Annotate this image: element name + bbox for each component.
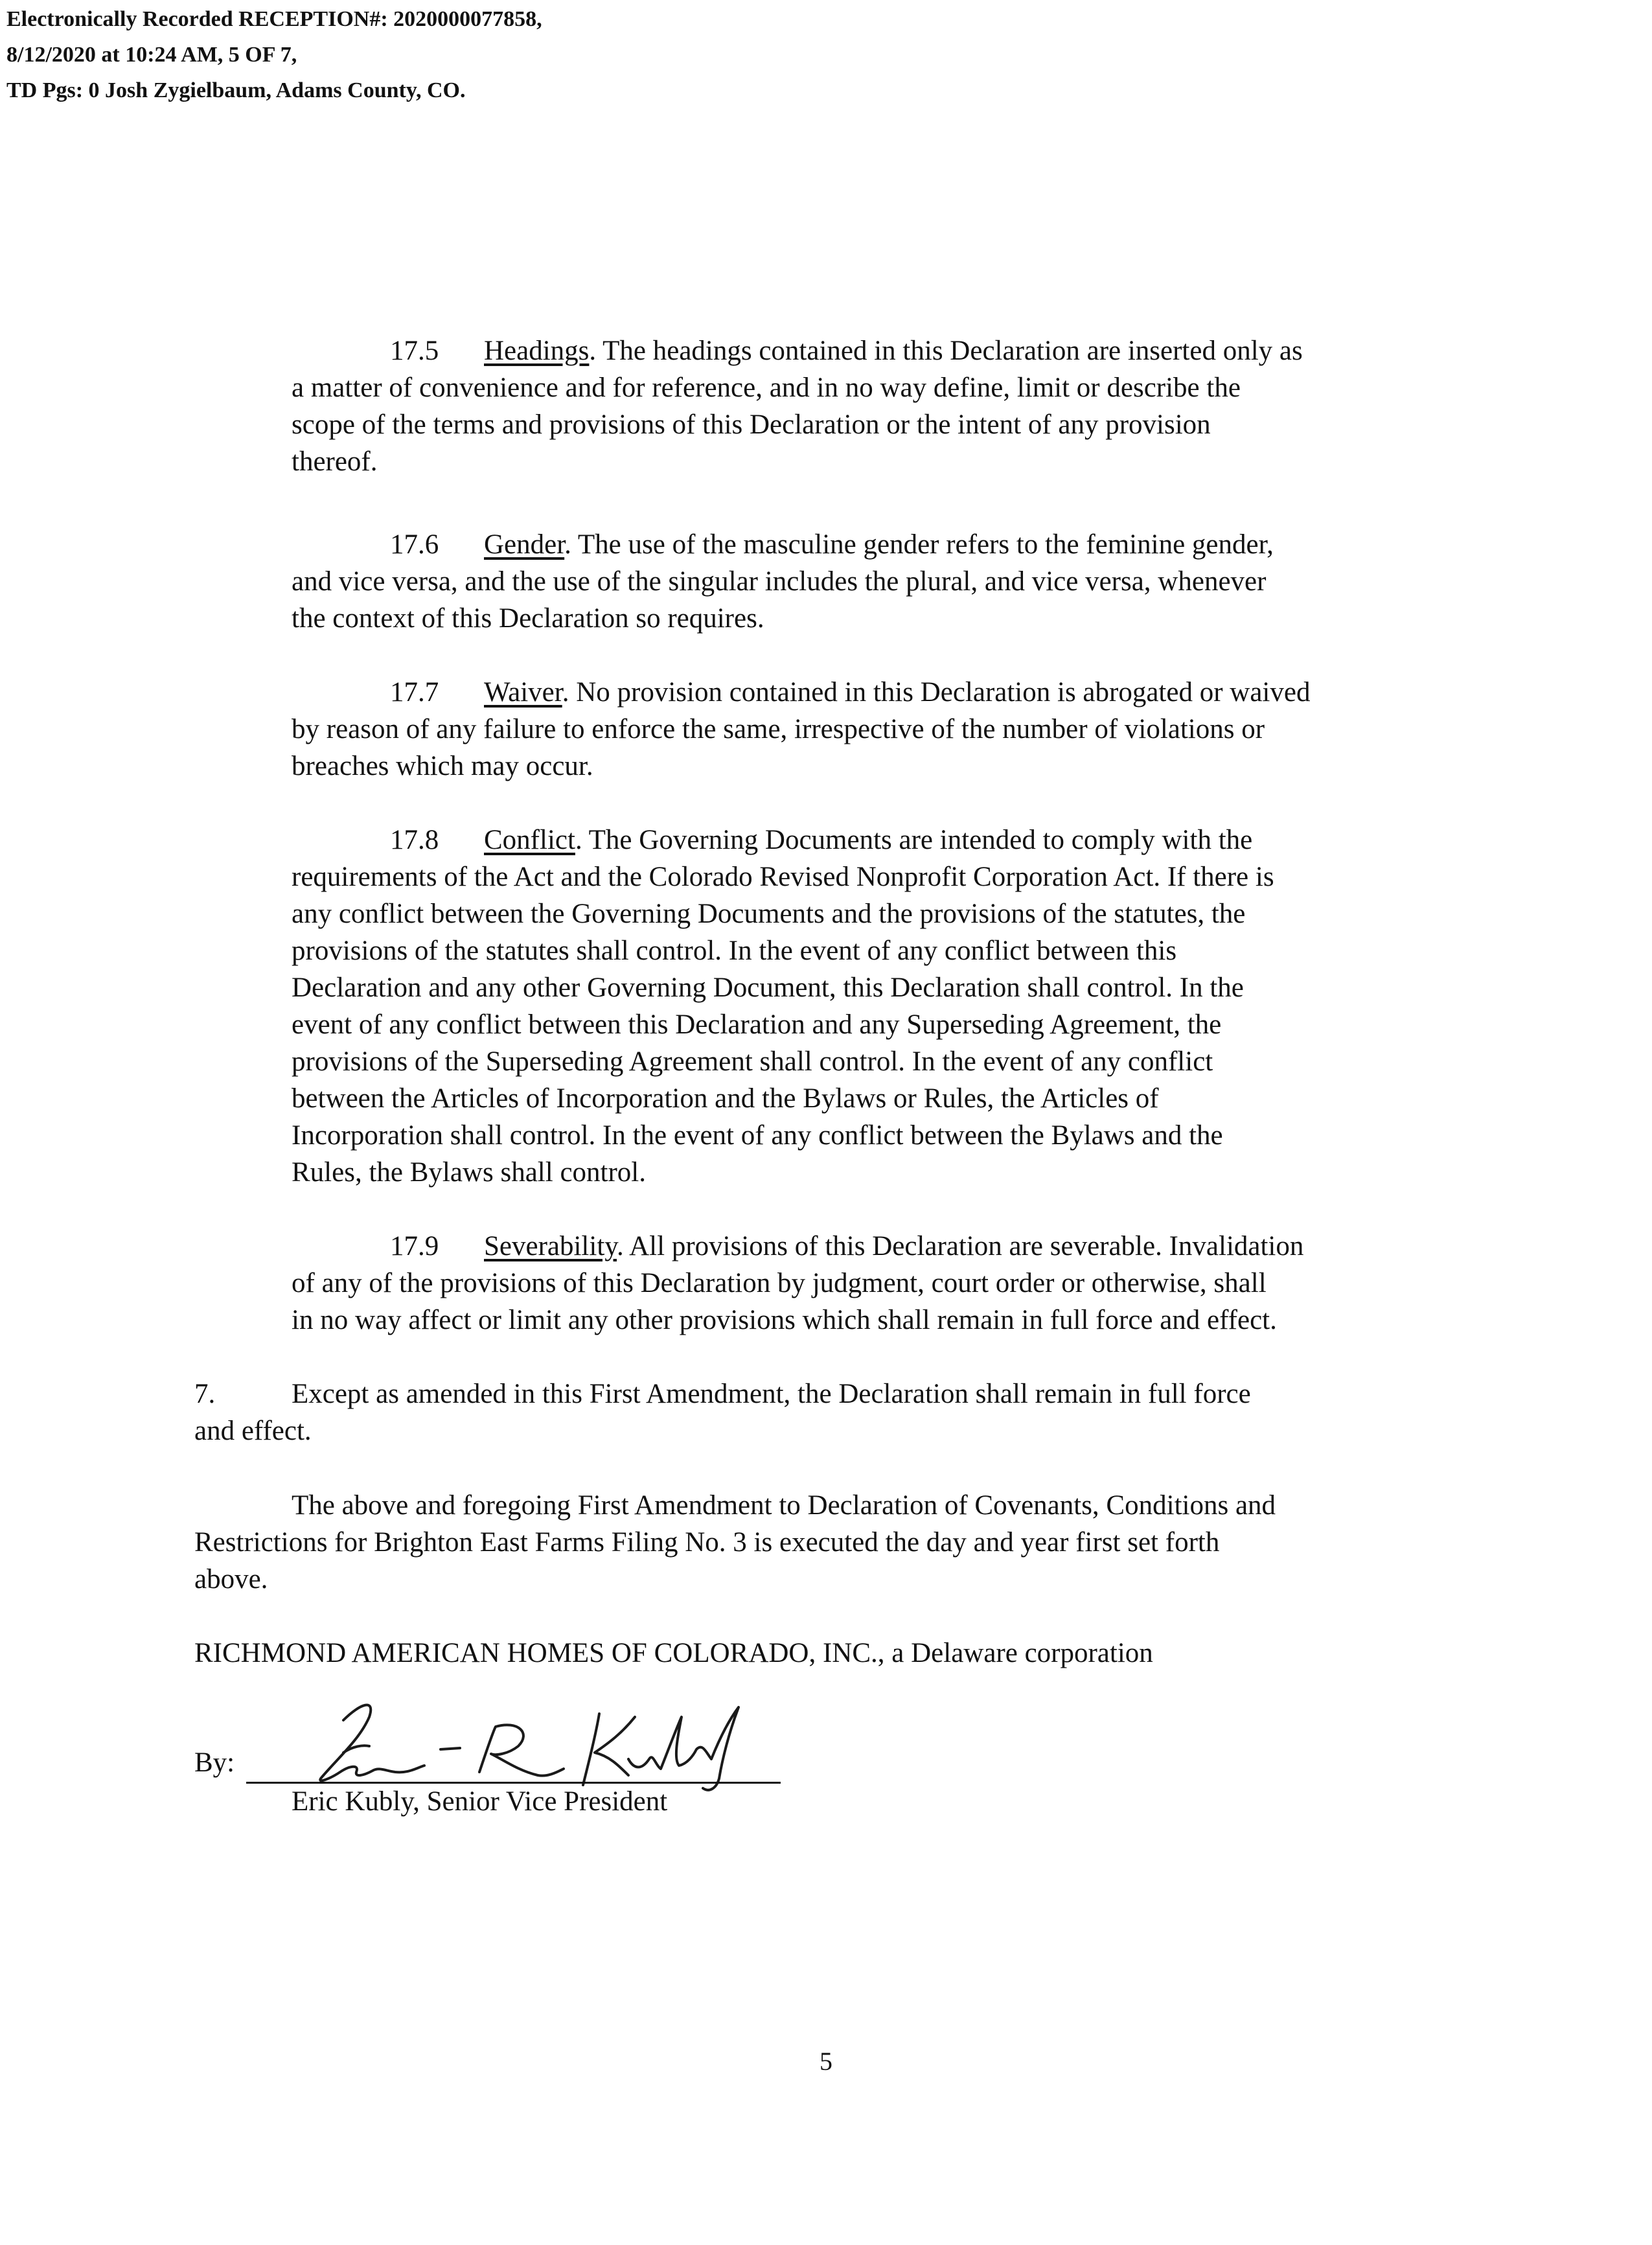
execution-text-line: Restrictions for Brighton East Farms Filing No. 3 is executed the day and year first set forth (194, 1527, 1220, 1558)
item-number: 7. (194, 1379, 216, 1409)
section-text-line: the context of this Declaration so requires. (292, 603, 764, 634)
company-name: RICHMOND AMERICAN HOMES OF COLORADO, INC., a Delaware corporation (194, 1638, 1153, 1668)
signer-name-title: Eric Kubly, Senior Vice President (292, 1786, 668, 1817)
section-text-line: and vice versa, and the use of the singular includes the plural, and vice versa, whenever (292, 566, 1267, 597)
section-text-line: . The headings contained in this Declaration are inserted only as (589, 336, 1303, 366)
section-number: 17.7 (390, 677, 439, 708)
section-17-5 (292, 332, 1303, 480)
execution-text-line: The above and foregoing First Amendment to Declaration of Covenants, Conditions and (292, 1490, 1276, 1521)
section-text-line: any conflict between the Governing Documents and the provisions of the statutes, the (292, 899, 1246, 929)
section-text-line: by reason of any failure to enforce the same, irrespective of the number of violations or (292, 714, 1265, 744)
section-17-6-first-line (292, 526, 1274, 563)
execution-paragraph (194, 1487, 1276, 1598)
section-text-line: . All provisions of this Declaration are severable. Invalidation (617, 1231, 1304, 1261)
section-17-5-first-line (292, 332, 1303, 369)
section-17-8-first-line (292, 822, 1274, 858)
recording-stamp-line-2: 8/12/2020 at 10:24 AM, 5 OF 7, (6, 43, 297, 67)
recording-stamp-line-1: Electronically Recorded RECEPTION#: 2020000077858, (6, 7, 542, 31)
section-text-line: in no way affect or limit any other provisions which shall remain in full force and effect. (292, 1305, 1277, 1335)
section-text-line: Rules, the Bylaws shall control. (292, 1157, 646, 1188)
section-heading: Conflict (484, 825, 575, 855)
section-text-line: Incorporation shall control. In the event of any conflict between the Bylaws and the (292, 1120, 1223, 1151)
section-heading: Severability (484, 1231, 617, 1261)
section-17-7 (292, 674, 1310, 785)
section-17-9 (292, 1228, 1303, 1339)
section-17-9-first-line (292, 1228, 1303, 1265)
section-heading: Headings (484, 336, 590, 366)
section-17-6 (292, 526, 1274, 637)
section-number: 17.8 (390, 825, 439, 855)
item-text-line: Except as amended in this First Amendment, the Declaration shall remain in full force (292, 1379, 1251, 1409)
section-text-line: between the Articles of Incorporation and the Bylaws or Rules, the Articles of (292, 1083, 1159, 1114)
page-number: 5 (820, 2047, 832, 2076)
section-text-line: of any of the provisions of this Declaration by judgment, court order or otherwise, shall (292, 1268, 1267, 1298)
section-text-line: scope of the terms and provisions of this Declaration or the intent of any provision (292, 409, 1211, 440)
item-7 (194, 1376, 1251, 1449)
section-text-line: requirements of the Act and the Colorado Revised Nonprofit Corporation Act. If there is (292, 862, 1274, 892)
section-text-line: . No provision contained in this Declaration is abrogated or waived (562, 677, 1311, 708)
section-heading: Waiver (484, 677, 562, 708)
section-number: 17.5 (390, 336, 439, 366)
section-text-line: event of any conflict between this Declaration and any Superseding Agreement, the (292, 1009, 1222, 1040)
recording-stamp (6, 1, 542, 108)
execution-text-line: above. (194, 1564, 268, 1595)
recording-stamp-line-3: TD Pgs: 0 Josh Zygielbaum, Adams County, CO. (6, 78, 466, 102)
section-17-8 (292, 822, 1274, 1191)
by-label: By: (194, 1747, 235, 1778)
item-7-first-line (194, 1376, 1251, 1412)
item-text-line: and effect. (194, 1416, 312, 1446)
section-heading: Gender (484, 529, 565, 560)
section-text-line: . The Governing Documents are intended to comply with the (575, 825, 1253, 855)
section-text-line: Declaration and any other Governing Document, this Declaration shall control. In the (292, 973, 1244, 1003)
section-text-line: breaches which may occur. (292, 751, 593, 781)
section-number: 17.6 (390, 529, 439, 560)
section-text-line: thereof. (292, 446, 378, 477)
handwritten-signature (246, 1681, 803, 1798)
section-number: 17.9 (390, 1231, 439, 1261)
section-text-line: provisions of the statutes shall control. In the event of any conflict between this (292, 936, 1177, 966)
section-text-line: provisions of the Superseding Agreement shall control. In the event of any conflict (292, 1046, 1213, 1077)
section-17-7-first-line (292, 674, 1310, 711)
section-text-line: a matter of convenience and for reference, and in no way define, limit or describe the (292, 373, 1241, 403)
section-text-line: . The use of the masculine gender refers to the feminine gender, (564, 529, 1274, 560)
